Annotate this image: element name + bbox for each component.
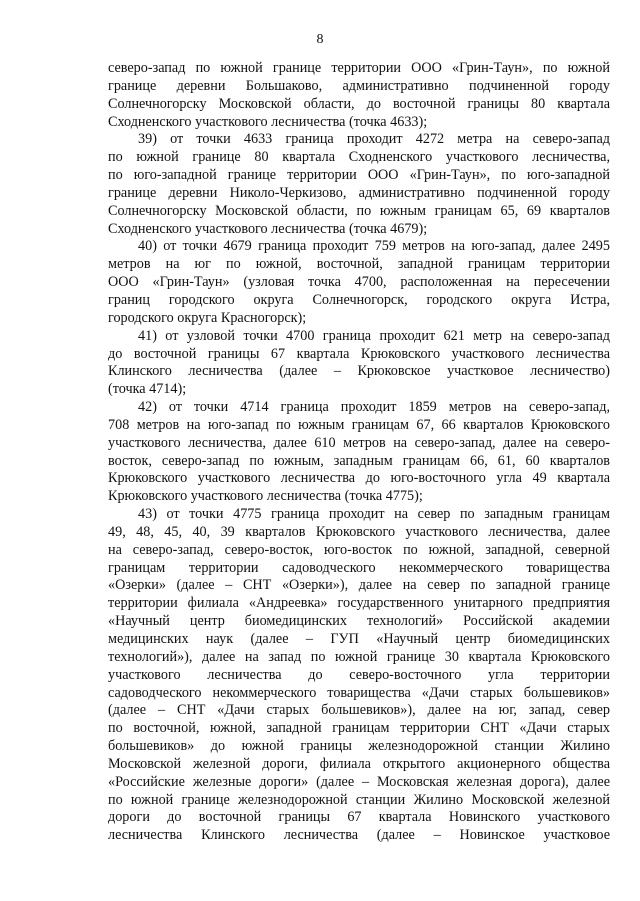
text-line: садоводческого некоммерческого товарищества «Дачи старых большевиков» <box>108 684 610 701</box>
document-body <box>108 60 610 845</box>
text-line: участкового лесничества, далее 610 метров на северо-запад, далее на северо- <box>108 434 610 451</box>
text-line: Клинского лесничества (далее – Крюковское участковое лесничество) <box>108 363 610 380</box>
paragraph-40-start: 40) от точки 4679 граница проходит 759 метров на юго-запад, далее 2495 <box>138 238 610 255</box>
text-line: Сходненского участкового лесничества (точка 4633); <box>108 113 428 130</box>
text-line: границе деревни Николо-Черкизово, административно подчиненной городу <box>108 184 610 201</box>
text-line: на северо-запад, северо-восток, юго-восток по южной, западной, северной <box>108 541 610 558</box>
text-line: метров на юг по южной, восточной, западной границам территории <box>108 256 610 273</box>
text-line: (точка 4714); <box>108 381 187 398</box>
text-line: территории филиала «Андреевка» государственного унитарного предприятия <box>108 595 610 612</box>
text-line: 708 метров на юго-запад по южным границам 67, 66 кварталов Крюковского <box>108 416 610 433</box>
text-line: медицинских наук (далее – ГУП «Научный центр биомедицинских <box>108 631 610 647</box>
text-line: технологий»), далее на запад по южной границе 30 квартала Крюковского <box>108 648 610 665</box>
text-line: границ городского округа Солнечногорск, городского округа Истра, <box>108 291 610 308</box>
text-line: по восточной, южной, западной границам территории СНТ «Дачи старых <box>108 720 610 737</box>
text-line: Солнечногорску Московской области, по южным границам 65, 69 кварталов <box>108 202 610 219</box>
paragraph-39-start: 39) от точки 4633 граница проходит 4272 метра на северо-запад <box>138 131 610 148</box>
text-line: Сходненского участкового лесничества (точка 4679); <box>108 220 428 237</box>
text-line: городского округа Красногорск); <box>108 309 307 326</box>
paragraph-42-start: 42) от точки 4714 граница проходит 1859 метров на северо-запад, <box>138 399 610 416</box>
text-line: «Российские железные дороги» (далее – Московская железная дорога), далее <box>108 773 610 790</box>
text-line: (далее – СНТ «Дачи старых большевиков»), далее на юг, запад, север <box>108 702 610 719</box>
text-line: «Научный центр биомедицинских технологий» Российской академии <box>108 613 610 630</box>
text-line: «Озерки» (далее – СНТ «Озерки»), далее на север по западной границе <box>108 577 610 594</box>
text-line: восток, северо-запад по южным, западным границам 66, 61, 60 кварталов <box>108 452 610 469</box>
text-line: по южной границе железнодорожной станции Жилино Московской железной <box>108 791 610 808</box>
text-line: по южной границе 80 квартала Сходненского участкового лесничества, <box>108 149 610 166</box>
text-line: ООО «Грин-Таун» (узловая точка 4700, расположенная на пересечении <box>108 274 610 291</box>
text-line: дороги до восточной границы 67 квартала Новинского участкового <box>108 809 610 826</box>
page-number: 8 <box>316 32 324 47</box>
text-line: Солнечногорску Московской области, до восточной границы 80 квартала <box>108 95 610 112</box>
text-line: лесничества Клинского лесничества (далее – Новинское участковое <box>108 827 610 844</box>
text-line: 49, 48, 45, 40, 39 кварталов Крюковского участкового лесничества, далее <box>108 523 610 540</box>
text-line: северо-запад по южной границе территории ООО «Грин-Таун», по южной <box>108 60 610 76</box>
text-line: границам территории садоводческого некоммерческого товарищества <box>108 559 610 576</box>
text-line: Крюковского участкового лесничества до юго-восточного угла 49 квартала <box>108 470 610 487</box>
text-line: границе деревни Большаково, административно подчиненной городу <box>108 77 610 94</box>
text-line: большевиков» до южной границы железнодорожной станции Жилино <box>108 738 610 755</box>
paragraph-43-start: 43) от точки 4775 граница проходит на север по западным границам <box>138 506 610 523</box>
text-line: участкового лесничества до северо-восточного угла территории <box>108 666 610 683</box>
text-line: до восточной границы 67 квартала Крюковского участкового лесничества <box>108 345 610 362</box>
paragraph-41-start: 41) от узловой точки 4700 граница проходит 621 метр на северо-запад <box>138 327 610 344</box>
text-line: Московской железной дороги, филиала открытого акционерного общества <box>108 755 610 772</box>
text-line: Крюковского участкового лесничества (точка 4775); <box>108 488 423 505</box>
text-line: по юго-западной границе территории ООО «Грин-Таун», по юго-западной <box>108 167 610 184</box>
